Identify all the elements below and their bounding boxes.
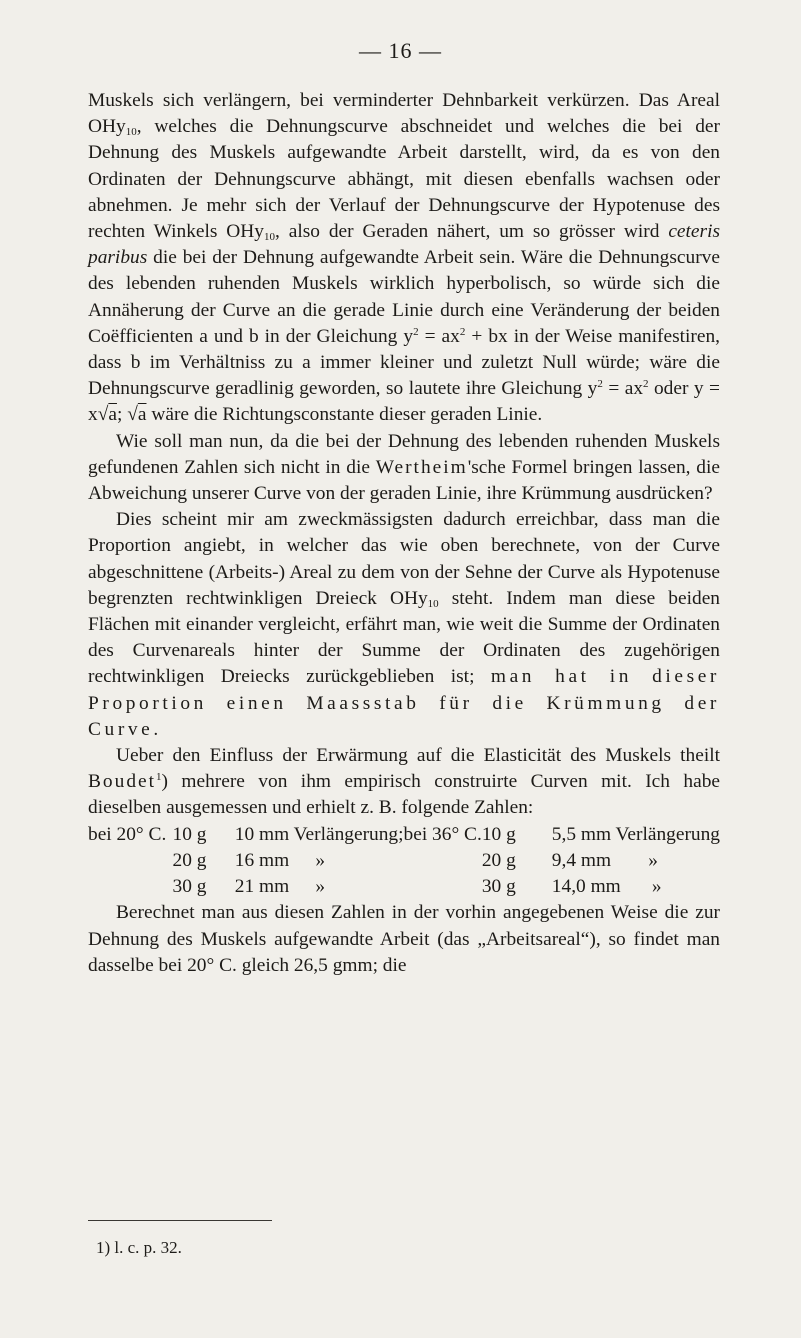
table-cell: bei 36° C. bbox=[403, 823, 482, 845]
text-run: steht. Indem man diese beiden Flächen mit einander vergleicht, erfährt man, wie weit die Summe der Ordinaten des Curvenareals hinter der Summe der Ordinaten des zugehörigen rechtwinkligen Dreiecks zurückgeblieben ist; bbox=[88, 587, 720, 688]
paragraph-5: Berechnet man aus diesen Zahlen in der vorhin angegebenen Weise die zur Dehnung des Muskels aufgewandte Arbeit (das „Arbeitsareal“), so findet man dasselbe bei 20° C. gleich 26,5 gmm; die bbox=[88, 902, 720, 976]
cell-value: 9,4 mm bbox=[551, 849, 612, 871]
footnote: 1) l. c. p. 32. bbox=[96, 1238, 182, 1257]
footnote-divider bbox=[88, 1220, 272, 1221]
paragraph-2 bbox=[88, 429, 720, 508]
superscript: 2 bbox=[597, 378, 603, 391]
sqrt-argument: a bbox=[137, 404, 147, 426]
superscript: 2 bbox=[413, 325, 419, 338]
text-run: , also der Geraden nähert, um so grösser wird bbox=[275, 221, 660, 243]
table-cell: 5,5 mm Verlängerung bbox=[551, 823, 720, 845]
ditto-mark: » bbox=[651, 876, 662, 898]
text-run: 'sche Formel bringen lassen, die Abweichung unserer Curve von der geraden Linie, ihre Krümmung ausdrücken? bbox=[88, 456, 720, 505]
author-name: Boudet bbox=[88, 771, 157, 793]
text-run: ) mehrere von ihm empirisch construirte Curven mit. Ich habe dieselben ausgemessen und erhielt z. B. folgende Zahlen: bbox=[88, 771, 720, 819]
table-row bbox=[88, 848, 720, 874]
text-run: Ueber den Einfluss der Erwärmung auf die Elasticität des Muskels theilt bbox=[116, 745, 720, 767]
table-cell: 30 g bbox=[481, 876, 516, 898]
footnote-ref: 1 bbox=[156, 771, 162, 784]
cell-value: 21 mm bbox=[234, 876, 290, 898]
emphasis-spaced: man hat in dieser Proportion einen Maassstab für die Krümmung der Curve. bbox=[88, 666, 720, 740]
paragraph-1 bbox=[88, 88, 720, 429]
sqrt-sign: √ bbox=[97, 404, 109, 426]
subscript: 10 bbox=[427, 597, 439, 610]
paragraph-4 bbox=[88, 743, 720, 822]
table-cell bbox=[235, 848, 404, 874]
page-number: — 16 — bbox=[359, 38, 442, 63]
table-cell: 10 mm Verlängerung; bbox=[234, 823, 404, 845]
text-run: Wie soll man nun, da die bei der Dehnung des lebenden ruhenden Muskels gefundenen Zahlen sich nicht in die bbox=[88, 430, 720, 478]
text-run: die bei der Dehnung aufgewandte Arbeit sein. Wäre die Dehnungscurve des lebenden ruhenden Muskels wirklich hyperbolisch, so würde sich die Annäherung der Curve an die gerade Linie durch eine Veränderung der beiden Coëfficienten a und b in der Gleichung y bbox=[88, 247, 720, 347]
sqrt-sign: √ bbox=[127, 404, 138, 426]
table-row bbox=[88, 874, 720, 900]
text-run: , welches die Dehnungscurve abschneidet und welches die bei der Dehnung des Muskels aufgewandte Arbeit darstellt, wird, da es von den Ordinaten der Dehnungscurve abhängt, mit diesen ebenfalls wachsen oder abnehmen. Je mehr sich der Verlauf der Dehnungscurve der Hypotenuse des rechten Winkels OHy bbox=[88, 116, 720, 243]
text-run: wäre die Richtungsconstante dieser geraden Linie. bbox=[146, 404, 543, 426]
measurement-table bbox=[88, 822, 720, 901]
text-run: oder y = x bbox=[88, 378, 720, 426]
table-cell: bei 20° C. bbox=[88, 823, 167, 845]
author-name: Wertheim bbox=[375, 456, 468, 478]
cell-value: 16 mm bbox=[234, 849, 290, 871]
table-cell bbox=[88, 874, 173, 900]
table-cell: 10 g bbox=[481, 823, 516, 845]
cell-value: 14,0 mm bbox=[551, 876, 621, 898]
subscript: 10 bbox=[125, 126, 137, 139]
table-cell bbox=[88, 848, 173, 874]
italic-phrase: ceteris paribus bbox=[88, 221, 720, 269]
table-cell: 10 g bbox=[172, 823, 207, 845]
table-cell bbox=[404, 874, 482, 900]
table-row bbox=[88, 822, 720, 848]
table-cell bbox=[404, 848, 482, 874]
superscript: 2 bbox=[459, 325, 466, 338]
table-cell: 20 g bbox=[481, 849, 516, 871]
table-cell bbox=[552, 848, 720, 874]
ditto-mark: » bbox=[648, 849, 658, 871]
text-run: ; bbox=[116, 404, 128, 426]
table-cell: 20 g bbox=[172, 849, 207, 871]
superscript: 2 bbox=[643, 378, 649, 391]
table-cell bbox=[235, 874, 404, 900]
text-run: Muskels sich verlängern, bei verminderter Dehnbarkeit verkürzen. Das Areal OHy bbox=[88, 90, 720, 138]
table-cell bbox=[552, 874, 720, 900]
text-run: = ax bbox=[602, 378, 644, 400]
sqrt-argument: a bbox=[108, 404, 117, 426]
text-run: + bx in der Weise manifestiren, dass b im Verhältniss zu a immer kleiner und zuletzt Null würde; wäre die Dehnungscurve geradlinig geworden, so lautete ihre Gleichung y bbox=[88, 325, 720, 400]
ditto-mark: » bbox=[315, 849, 326, 871]
paragraph-3 bbox=[88, 507, 720, 743]
text-run: Dies scheint mir am zweckmässigsten dadurch erreichbar, dass man die Proportion angiebt, in welcher das wie oben berechnete, von der Curve abgeschnittene (Arbeits-) Areal zu dem von der Sehne der Curve als Hypotenuse begrenzten rechtwinkligen Dreieck OHy bbox=[88, 509, 720, 609]
body-text bbox=[88, 88, 720, 979]
subscript: 10 bbox=[264, 231, 276, 244]
text-run: = ax bbox=[418, 325, 460, 347]
table-cell: 30 g bbox=[172, 876, 207, 898]
ditto-mark: » bbox=[315, 876, 326, 898]
